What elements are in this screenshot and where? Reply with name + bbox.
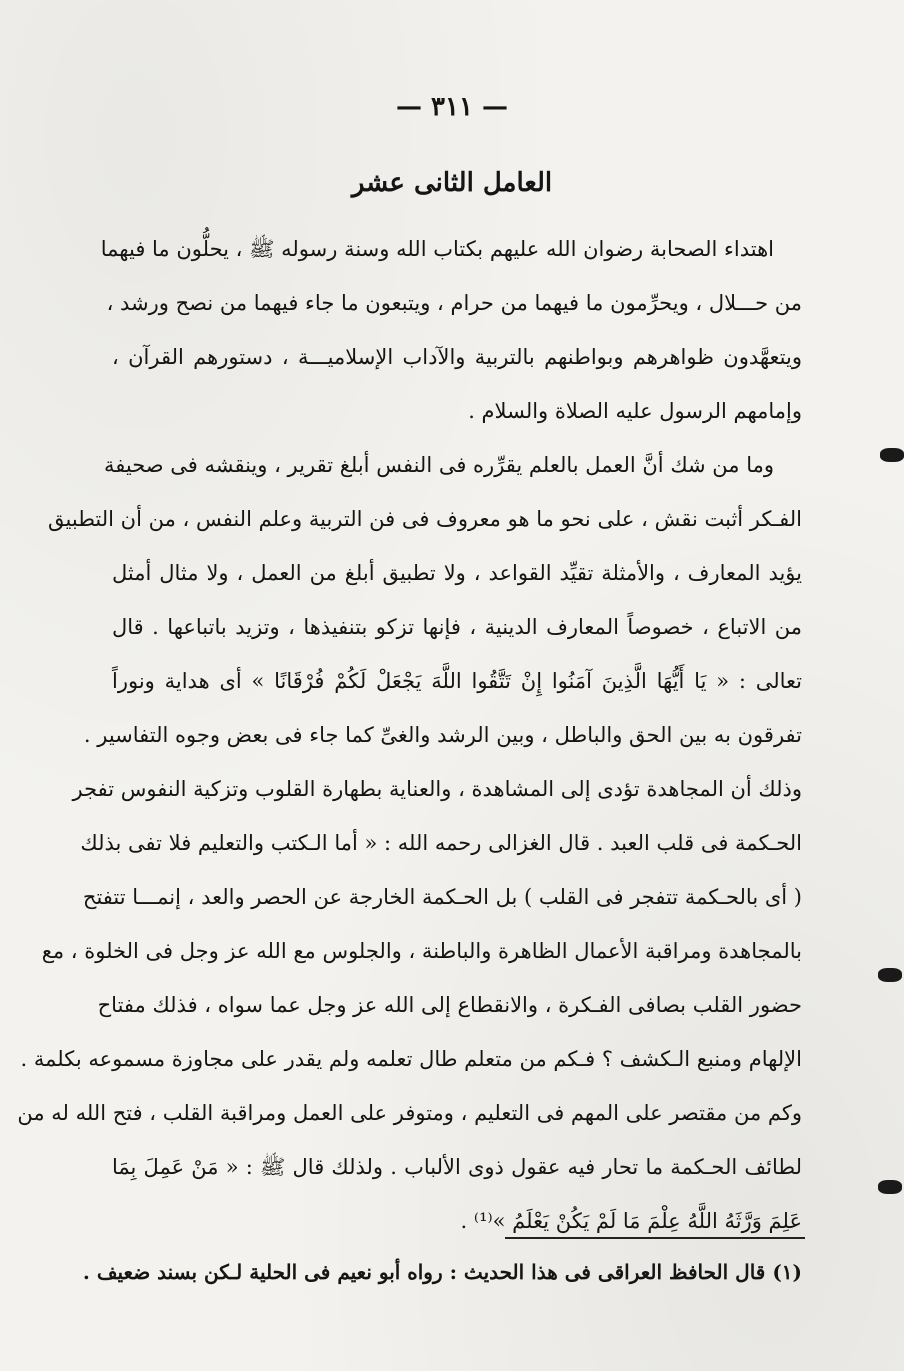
text-line: وذلك أن المجاهدة تؤدى إلى المشاهدة ، والعناية بطهارة القلوب وتزكية النفوس تفجر	[72, 777, 802, 801]
margin-binding-mark	[880, 448, 904, 462]
text-line: تعالى : « يَا أَيُّهَا الَّذِينَ آمَنُوا إِنْ تَتَّقُوا اللَّهَ يَجْعَلْ لَكُمْ فُرْقَانًا » أى هداية ونوراً	[112, 669, 802, 693]
body-text	[17, 222, 802, 1248]
footnote: (١) قال الحافظ العراقى فى هذا الحديث : رواه أبو نعيم فى الحلية لـكن بسند ضعيف .	[82, 1260, 802, 1284]
chapter-title: العامل الثانى عشر	[351, 168, 553, 198]
margin-binding-mark	[878, 1180, 902, 1194]
text-line: عَلِمَ وَرَّثَهُ اللَّهُ عِلْمَ مَا لَمْ يَكُنْ يَعْلَمُ »⁽¹⁾ .	[460, 1209, 802, 1233]
footnote-divider	[505, 1237, 805, 1239]
text-line: حضور القلب بصافى الفـكرة ، والانقطاع إلى الله عز وجل عما سواه ، فذلك مفتاح	[97, 993, 802, 1017]
text-line: وإمامهم الرسول عليه الصلاة والسلام .	[468, 399, 802, 423]
text-line: يؤيد المعارف ، والأمثلة تقيِّد القواعد ، ولا تطبيق أبلغ من العمل ، ولا مثال أمثل	[112, 561, 802, 585]
text-line: من حـــلال ، ويحرِّمون ما فيهما من حرام ، ويتبعون ما جاء فيهما من نصح ورشد ،	[106, 291, 802, 315]
text-line: تفرقون به بين الحق والباطل ، وبين الرشد والغىِّ كما جاء فى بعض وجوه التفاسير .	[83, 723, 802, 747]
text-line: اهتداء الصحابة رضوان الله عليهم بكتاب الله وسنة رسوله ﷺ ، يحلُّون ما فيهما	[100, 237, 774, 261]
text-line: الفـكر أثبت نقش ، على نحو ما هو معروف فى فن التربية وعلم النفس ، من أن التطبيق	[48, 507, 802, 531]
text-line: بالمجاهدة ومراقبة الأعمال الظاهرة والباطنة ، والجلوس مع الله عز وجل فى الخلوة ، مع	[41, 939, 802, 963]
text-line: ( أى بالحـكمة تتفجر فى القلب ) بل الحـكمة الخارجة عن الحصر والعد ، إنمـــا تتفتح	[82, 885, 802, 909]
margin-binding-mark	[878, 968, 902, 982]
text-line: من الاتباع ، خصوصاً المعارف الدينية ، فإنها تزكو بتنفيذها ، وتزيد باتباعها . قال	[112, 615, 802, 639]
page-number: — ٣١١ —	[395, 92, 509, 122]
text-line: وكم من مقتصر على المهم فى التعليم ، ومتوفر على العمل ومراقبة القلب ، فتح الله له من	[17, 1101, 802, 1125]
text-line: وما من شك أنَّ العمل بالعلم يقرِّره فى النفس أبلغ تقرير ، وينقشه فى صحيفة	[103, 453, 774, 477]
text-line: الإلهام ومنبع الـكشف ؟ فـكم من متعلم طال تعلمه ولم يقدر على مجاوزة مسموعه بكلمة .	[20, 1047, 802, 1071]
text-line: الحـكمة فى قلب العبد . قال الغزالى رحمه الله : « أما الـكتب والتعليم فلا تفى بذلك	[80, 831, 802, 855]
text-line: ويتعهَّدون ظواهرهم وبواطنهم بالتربية والآداب الإسلاميـــة ، دستورهم القرآن ،	[112, 345, 802, 369]
text-line: لطائف الحـكمة ما تحار فيه عقول ذوى الألباب . ولذلك قال ﷺ : « مَنْ عَمِلَ بِمَا	[112, 1155, 802, 1179]
